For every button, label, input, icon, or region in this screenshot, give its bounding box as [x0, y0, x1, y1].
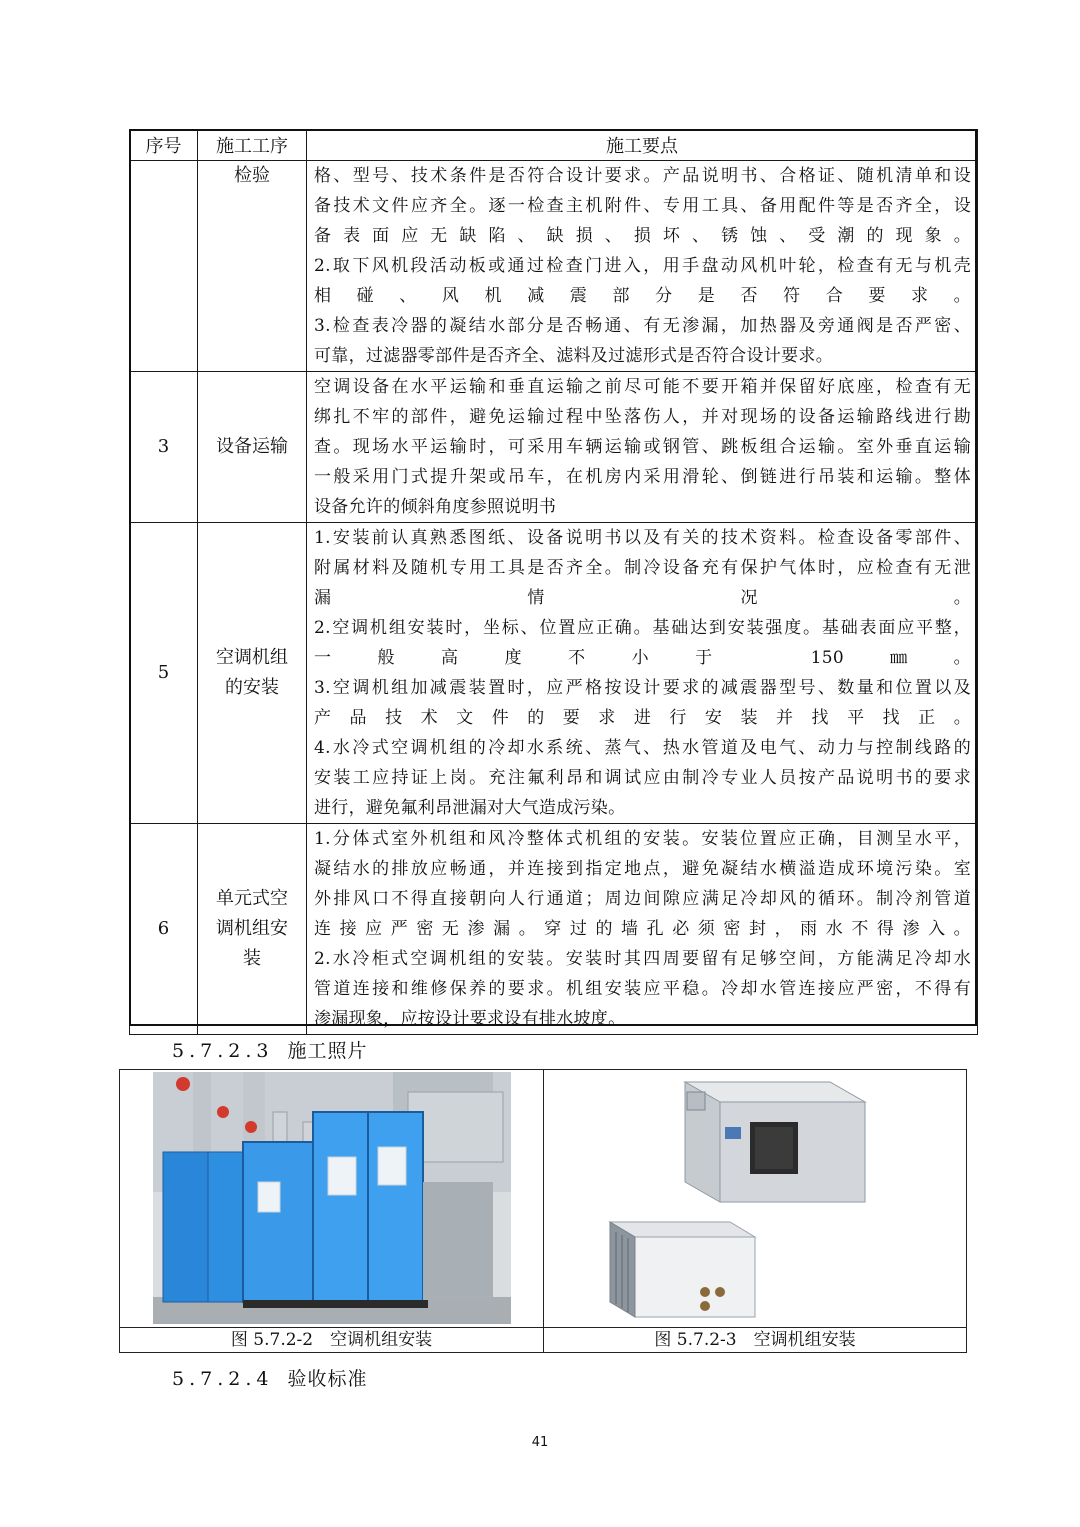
section-title: 验收标准 — [287, 1368, 368, 1390]
row-number: 6 — [130, 824, 198, 1035]
section-heading-photos — [172, 1036, 368, 1063]
point-line: 漏情况。 — [314, 588, 971, 608]
point-line: 4.水冷式空调机组的冷却水系统、蒸气、热水管道及电气、动力与控制线路的 — [314, 738, 971, 758]
photo-divider — [543, 1070, 544, 1352]
row-points — [307, 161, 978, 372]
point-line: 设备允许的倾斜角度参照说明书 — [314, 497, 557, 517]
point-line: 可靠，过滤器零部件是否齐全、滤料及过滤形式是否符合设计要求。 — [314, 346, 833, 366]
photo-table — [119, 1069, 967, 1353]
point-line: 凝结水的排放应畅通，并连接到指定地点，避免凝结水横溢造成环境污染。室 — [314, 859, 971, 879]
packaged-unit-photo — [590, 1072, 890, 1324]
row-step: 单元式空 调机组安 装 — [198, 824, 307, 1035]
row-step: 检验 — [198, 161, 307, 372]
point-line: 进行，避免氟利昂泄漏对大气造成污染。 — [314, 798, 626, 818]
point-line: 管道连接和维修保养的要求。机组安装应平稳。冷却水管连接应严密，不得有 — [314, 979, 971, 999]
section-title: 施工照片 — [287, 1040, 368, 1062]
row-step: 设备运输 — [198, 372, 307, 523]
table-row — [130, 523, 978, 824]
point-line: 相碰、风机减震部分是否符合要求。 — [314, 286, 971, 306]
point-line: 附属材料及随机专用工具是否齐全。制冷设备充有保护气体时，应检查有无泄 — [314, 558, 971, 578]
point-line: 3.检查表冷器的凝结水部分是否畅通、有无渗漏，加热器及旁通阀是否严密、 — [314, 316, 971, 336]
point-line: 查。现场水平运输时，可采用车辆运输或钢管、跳板组合运输。室外垂直运输 — [314, 437, 971, 457]
row-number: 5 — [130, 523, 198, 824]
point-line: 2.空调机组安装时，坐标、位置应正确。基础达到安装强度。基础表面应平整， — [314, 618, 971, 638]
section-heading-acceptance — [172, 1364, 368, 1391]
header-seq: 序号 — [130, 130, 198, 161]
header-points: 施工要点 — [307, 130, 978, 161]
table-header-row — [130, 130, 978, 161]
row-number — [130, 161, 198, 372]
page-number: 41 — [531, 1435, 549, 1450]
section-number: 5.7.2.3 — [172, 1040, 274, 1062]
row-number: 3 — [130, 372, 198, 523]
point-line: 一般高度不小于 150㎜。 — [314, 648, 971, 668]
point-line: 空调设备在水平运输和垂直运输之前尽可能不要开箱并保留好底座，检查有无 — [314, 377, 971, 397]
point-line: 格、型号、技术条件是否符合设计要求。产品说明书、合格证、随机清单和设 — [314, 166, 971, 186]
point-line: 外排风口不得直接朝向人行通道；周边间隙应满足冷却风的循环。制冷剂管道 — [314, 889, 971, 909]
point-line: 1.分体式室外机组和风冷整体式机组的安装。安装位置应正确，目测呈水平， — [314, 829, 971, 849]
construction-table — [129, 129, 978, 1035]
row-points — [307, 824, 978, 1035]
table-row — [130, 824, 978, 1035]
point-line: 产品技术文件的要求进行安装并找平找正。 — [314, 708, 971, 728]
point-line: 1.安装前认真熟悉图纸、设备说明书以及有关的技术资料。检查设备零部件、 — [314, 528, 971, 548]
point-line: 备表面应无缺陷、缺损、损坏、锈蚀、受潮的现象。 — [314, 226, 971, 246]
photo-caption-right: 图 5.7.2-3 空调机组安装 — [654, 1330, 856, 1350]
point-line: 安装工应持证上岗。充注氟利昂和调试应由制冷专业人员按产品说明书的要求 — [314, 768, 971, 788]
point-line: 渗漏现象，应按设计要求设有排水坡度。 — [314, 1009, 626, 1029]
point-line: 3.空调机组加减震装置时，应严格按设计要求的减震器型号、数量和位置以及 — [314, 678, 971, 698]
point-line: 一般采用门式提升架或吊车，在机房内采用滑轮、倒链进行吊装和运输。整体 — [314, 467, 971, 487]
row-points — [307, 372, 978, 523]
point-line: 绑扎不牢的部件，避免运输过程中坠落伤人，并对现场的设备运输路线进行勘 — [314, 407, 971, 427]
point-line: 2.取下风机段活动板或通过检查门进入，用手盘动风机叶轮，检查有无与机壳 — [314, 256, 971, 276]
point-line: 连接应严密无渗漏。穿过的墙孔必须密封，雨水不得渗入。 — [314, 919, 971, 939]
photo-caption-left: 图 5.7.2-2 空调机组安装 — [230, 1330, 433, 1350]
row-step: 空调机组 的安装 — [198, 523, 307, 824]
table-row — [130, 161, 978, 372]
ahu-installation-photo — [153, 1072, 511, 1324]
point-line: 2.水冷柜式空调机组的安装。安装时其四周要留有足够空间，方能满足冷却水 — [314, 949, 971, 969]
point-line: 备技术文件应齐全。逐一检查主机附件、专用工具、备用配件等是否齐全，设 — [314, 196, 971, 216]
section-number: 5.7.2.4 — [172, 1368, 274, 1390]
row-points — [307, 523, 978, 824]
table-row — [130, 372, 978, 523]
header-step: 施工工序 — [198, 130, 307, 161]
